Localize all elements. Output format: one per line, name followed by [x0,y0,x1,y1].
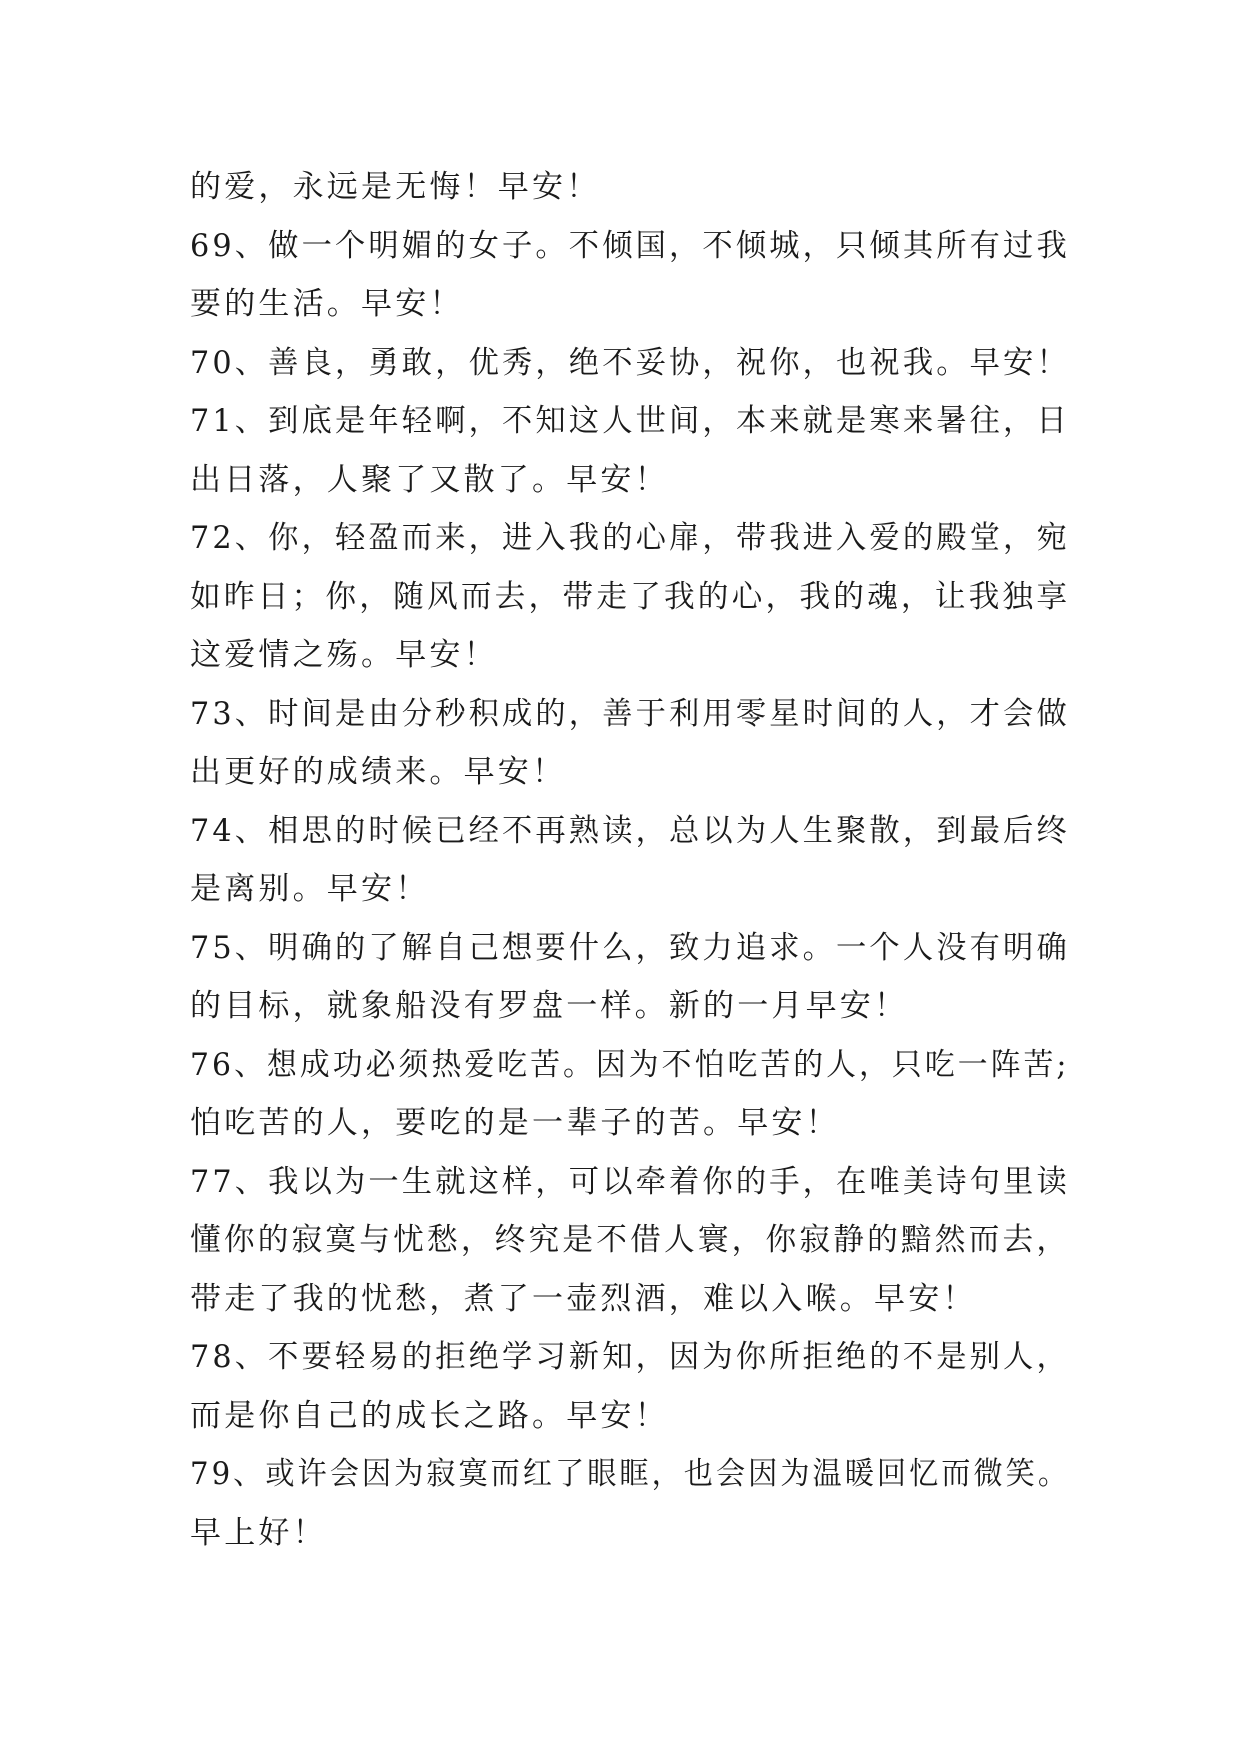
text-line: 要的生活。早安！ [190,286,464,322]
text-line: 这爱情之殇。早安！ [190,637,498,673]
text-line: 77、我以为一生就这样，可以牵着你的手，在唯美诗句里读 [190,1163,1070,1200]
text-line: 74、相思的时候已经不再熟读，总以为人生聚散，到最后终 [190,812,1070,849]
text-line: 71、到底是年轻啊，不知这人世间，本来就是寒来暑往，日 [190,403,1070,439]
text-line: 怕吃苦的人，要吃的是一辈子的苦。早安！ [190,1105,840,1141]
text-line: 出日落，人聚了又散了。早安！ [190,461,669,498]
text-line: 78、不要轻易的拒绝学习新知，因为你所拒绝的不是别人， [190,1339,1070,1375]
text-line: 懂你的寂寞与忧愁，终究是不借人寰，你寂静的黯然而去， [190,1222,1071,1258]
text-line: 是离别。早安！ [190,871,430,907]
text-line: 73、时间是由分秒积成的，善于利用零星时间的人，才会做 [190,695,1070,732]
text-line: 75、明确的了解自己想要什么，致力追求。一个人没有明确 [190,929,1070,966]
text-line: 72、你，轻盈而来，进入我的心扉，带我进入爱的殿堂，宛 [190,520,1070,556]
text-line: 带走了我的忧愁，煮了一壶烈酒，难以入喉。早安！ [190,1280,977,1317]
text-line: 76、想成功必须热爱吃苦。因为不怕吃苦的人，只吃一阵苦; [190,1046,1070,1083]
text-line: 出更好的成绩来。早安！ [190,754,567,790]
text-line: 69、做一个明媚的女子。不倾国，不倾城，只倾其所有过我 [190,227,1070,264]
text-line: 79、或许会因为寂寞而红了眼眶，也会因为温暖回忆而微笑。 [190,1456,1071,1492]
text-line: 而是你自己的成长之路。早安！ [190,1397,669,1434]
text-line: 70、善良，勇敢，优秀，绝不妥协，祝你，也祝我。早安！ [190,344,1070,381]
text-line: 如昨日；你，随风而去，带走了我的心，我的魂，让我独享 [190,578,1071,615]
text-line: 的目标，就象船没有罗盘一样。新的一月早安！ [190,988,909,1024]
text-line: 的爱，永远是无悔！早安！ [190,169,601,205]
text-line: 早上好！ [190,1514,327,1551]
document-body [190,158,1070,1562]
